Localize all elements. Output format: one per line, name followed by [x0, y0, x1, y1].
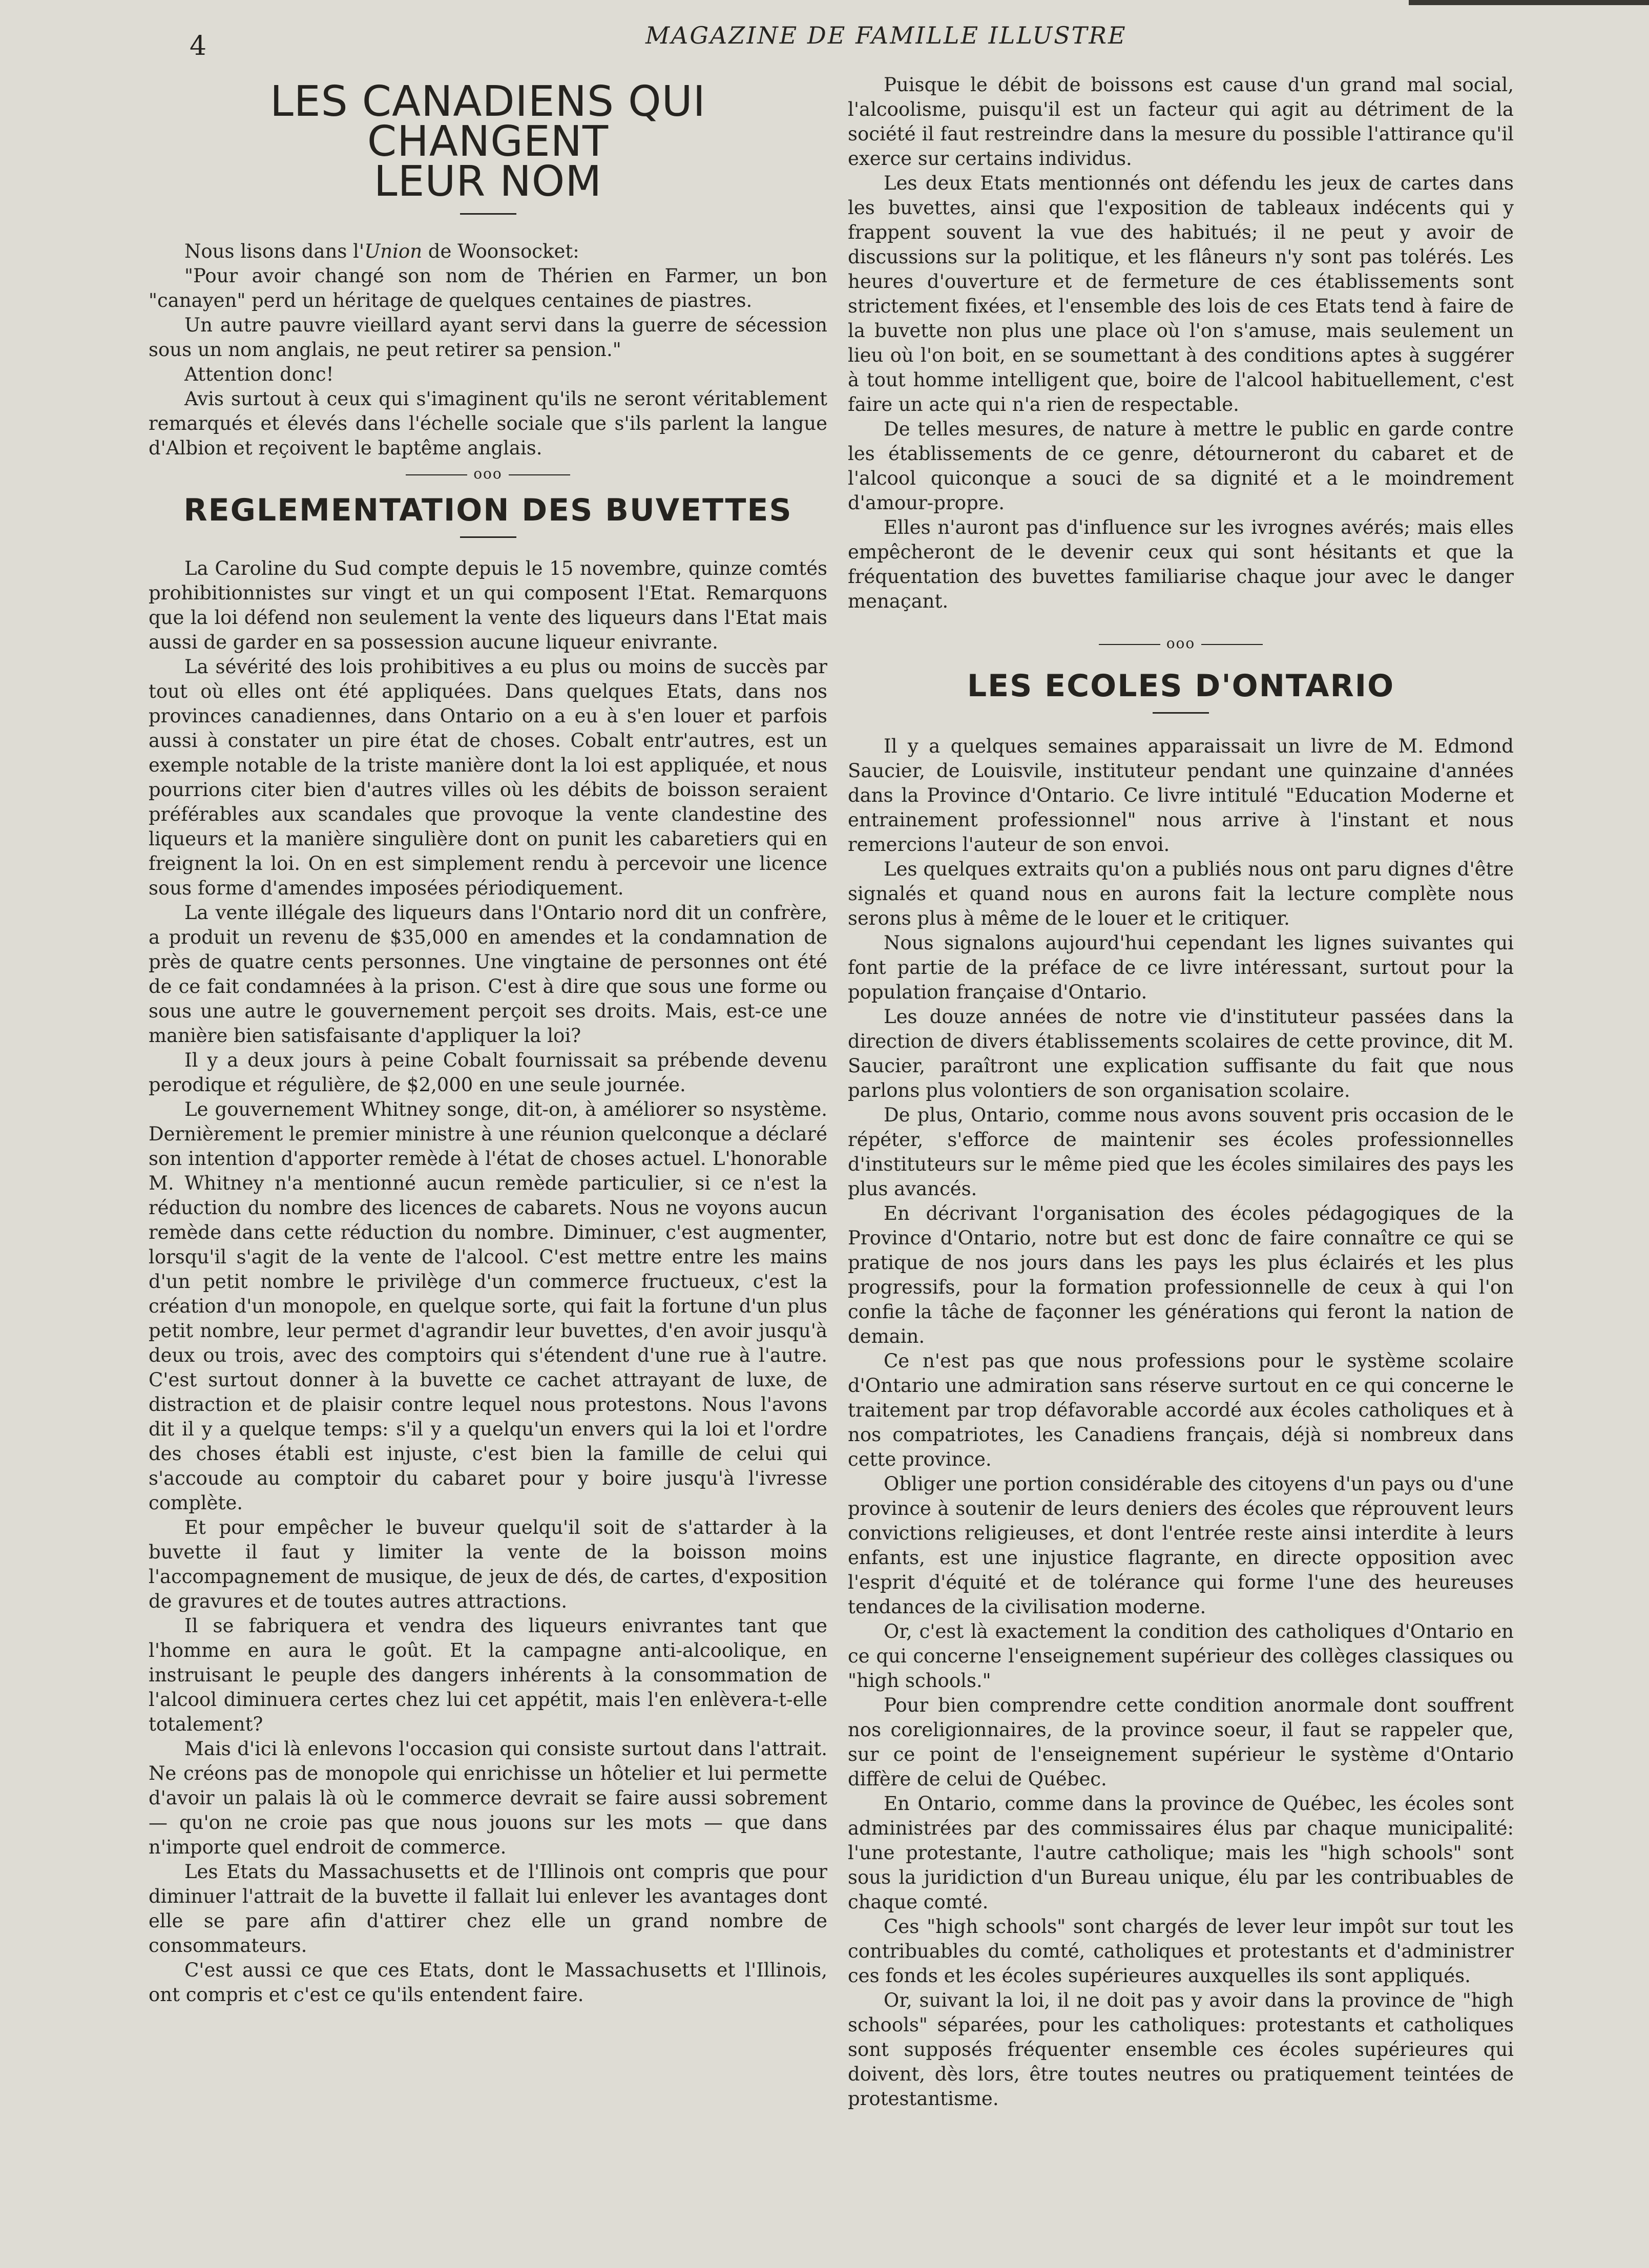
- title-line-1: LES CANADIENS QUI CHANGENT: [270, 77, 706, 166]
- article-paragraph: Les deux Etats mentionnés ont défendu les jeux de cartes dans les buvettes, ainsi que l'exposition de tableaux indécents qui y frappent souvent la vue des habitués; il ne peut y avoir de discussions sur la politique, et les flâneurs n'y sont pas tolérés. Les heures d'ouverture et de fermeture de ces établissements sont strictement fixées, et l'ensemble des lois de ces Etats tend à faire de la buvette non plus une place où l'on s'amuse, mais seulement un lieu où l'on boit, en se soumettant à des conditions aptes à suggérer à tout homme intelligent que, boire de l'alcool habituellement, c'est faire un acte qui n'a rien de respectable.: [848, 172, 1514, 415]
- article-paragraph: De plus, Ontario, comme nous avons souvent pris occasion de le répéter, s'efforce de maintenir ses écoles professionnelles d'instituteurs sur le même pied que les écoles similaires des pays les plus avancés.: [848, 1104, 1514, 1200]
- article-paragraph: Obliger une portion considérable des citoyens d'un pays ou d'une province à soutenir de leurs deniers des écoles que réprouvent leurs convictions religieuses, et dont l'entrée reste ainsi interdite à leurs enfants, est une injustice flagrante, en directe opposition avec l'esprit d'équité et de tolérance qui forme l'une des heureuses tendances de la civilisation moderne.: [848, 1473, 1514, 1618]
- article-paragraph: C'est aussi ce que ces Etats, dont le Massachusetts et l'Illinois, ont compris et c'est ce qu'ils entendent faire.: [149, 1959, 827, 2006]
- right-column: [848, 73, 1514, 2111]
- article-paragraph: Ces "high schools" sont chargés de lever leur impôt sur tout les contribuables du comté, catholiques et protestants et d'administrer ces fonds et les écoles supérieures auxquelles ils sont appliqués.: [848, 1916, 1514, 1987]
- article-paragraph: Ce n'est pas que nous professions pour le système scolaire d'Ontario une admiration sans réserve surtout en ce qui concerne le traitement par trop défavorable accordé aux écoles catholiques et à nos compatriotes, les Canadiens français, déjà si nombreux dans cette province.: [848, 1350, 1514, 1470]
- article-paragraph: Il y a quelques semaines apparaissait un livre de M. Edmond Saucier, de Louisvile, instituteur pendant une quinzaine d'années dans la Province d'Ontario. Ce livre intitulé "Education Moderne et entrainement professionnel" nous arrive à l'instant et nous remercions l'auteur de son envoi.: [848, 735, 1514, 856]
- left-column: [149, 72, 827, 2007]
- separator-text: ooo: [473, 465, 503, 482]
- article-paragraph: De telles mesures, de nature à mettre le public en garde contre les établissements de ce genre, détourneront du cabaret et de l'alcool quiconque a souci de sa dignité et a le moindrement d'amour-propre.: [848, 418, 1514, 514]
- article-paragraph: Mais d'ici là enlevons l'occasion qui consiste surtout dans l'attrait. Ne créons pas de monopole qui enrichisse un hôtelier et lui permette d'avoir un palais là où le commerce devrait se faire aussi sobrement — qu'on ne croie pas que nous jouons sur les mots — que dans n'importe quel endroit de commerce.: [149, 1738, 827, 1858]
- article-paragraph: Un autre pauvre vieillard ayant servi dans la guerre de sécession sous un nom anglais, ne peut retirer sa pension.": [149, 314, 827, 361]
- article-paragraph: Et pour empêcher le buveur quelqu'il soit de s'attarder à la buvette il faut y limiter la vente de la boisson moins l'accompagnement de musique, de jeux de dés, de cartes, d'exposition de gravures et de toutes autres attractions.: [149, 1516, 827, 1612]
- article-paragraph: La vente illégale des liqueurs dans l'Ontario nord dit un confrère, a produit un revenu de $35,000 en amendes et la condamnation de près de quatre cents personnes. Une vingtaine de personnes ont été de ce fait condamnées à la prison. C'est à dire que sous une forme ou sous une autre le gouvernement perçoit ses droits. Mais, est-ce une manière bien satisfaisante d'appliquer la loi?: [149, 902, 827, 1047]
- scan-edge: [1409, 0, 1649, 5]
- article-paragraph: Puisque le débit de boissons est cause d'un grand mal social, l'alcoolisme, puisqu'il est un facteur qui agit au détriment de la société il faut restreindre dans la mesure du possible l'attirance qu'il exerce sur certains individus.: [848, 74, 1514, 170]
- article-paragraph: Attention donc!: [184, 363, 334, 385]
- text-span: de Woonsocket:: [422, 240, 579, 262]
- article-paragraph: Or, c'est là exactement la condition des catholiques d'Ontario en ce qui concerne l'enseignement supérieur des collèges classiques ou "high schools.": [848, 1620, 1514, 1692]
- article-paragraph: Il se fabriquera et vendra des liqueurs enivrantes tant que l'homme en aura le goût. Et la campagne anti-alcoolique, en instruisant le peuple des dangers inhérents à la consommation de l'alcool diminuera certes chez lui cet appétit, mais l'en enlèvera-t-elle totalement?: [149, 1615, 827, 1735]
- page-number: 4: [190, 31, 207, 61]
- article-paragraph: Nous signalons aujourd'hui cependant les lignes suivantes qui font partie de la préface de ce livre intéressant, surtout pour la population française d'Ontario.: [848, 932, 1514, 1003]
- article-paragraph: En décrivant l'organisation des écoles pédagogiques de la Province d'Ontario, notre but est donc de faire connaître ce qui se pratique de nos jours dans les pays les plus éclairés et les plus progressifs, pour la formation professionnelle de ceux à qui l'on confie la tâche de façonner les générations qui feront la nation de demain.: [848, 1202, 1514, 1347]
- article-paragraph: [149, 239, 827, 264]
- article-paragraph: Or, suivant la loi, il ne doit pas y avoir dans la province de "high schools" séparées, pour les catholiques: protestants et catholiques sont supposés fréquenter ensemble ces écoles supérieures qui doivent, dès lors, être toutes neutres ou pratiquement teintées de protestantisme.: [848, 1989, 1514, 2110]
- article-paragraph: Le gouvernement Whitney songe, dit-on, à améliorer so nsystème. Dernièrement le premier ministre à une réunion quelconque a déclaré son intention d'apporter remède à l'état de choses actuel. L'honorable M. Whitney n'a mentionné aucun remède particulier, si ce n'est la réduction du nombre des licences de cabarets. Nous ne voyons aucun remède dans cette réduction du nombre. Diminuer, c'est augmenter, lorsqu'il s'agit de la vente de l'alcool. C'est mettre entre les mains d'un petit nombre le privilège d'un commerce fructueux, c'est la création d'un monopole, en quelque sorte, qui fait la fortune d'un plus petit nombre, leur permet d'agrandir leur buvettes, d'en avoir jusqu'à deux ou trois, avec des comptoirs qui s'étendent d'une rue à l'autre. C'est surtout donner à la buvette ce cachet attrayant de luxe, de distraction et de plaisir contre lequel nous protestons. Nous l'avons dit il y a quelque temps: s'il y a quelqu'un envers qui la loi et l'ordre des choses établi est injuste, c'est bien la famille de celui qui s'accoude au comptoir du cabaret pour y boire jusqu'à l'ivresse complète.: [149, 1098, 827, 1514]
- article-paragraph: Avis surtout à ceux qui s'imaginent qu'ils ne seront véritablement remarqués et élevés dans l'échelle sociale que s'ils parlent la langue d'Albion et reçoivent le baptême anglais.: [149, 388, 827, 459]
- article-title-ecoles: LES ECOLES D'ONTARIO: [967, 668, 1395, 704]
- title-rule: [1153, 712, 1209, 714]
- separator-text: ooo: [1166, 635, 1196, 652]
- article-title-canadiens: [149, 77, 827, 206]
- article-title-buvettes: REGLEMENTATION DES BUVETTES: [183, 492, 792, 528]
- article-paragraph: En Ontario, comme dans la province de Québec, les écoles sont administrées par des commissaires élus par chaque municipalité: l'une protestante, l'autre catholique; mais les "high schools" sont sous la juridiction d'un Bureau unique, élu par les contribuables de chaque comté.: [848, 1793, 1514, 1913]
- article-paragraph: La sévérité des lois prohibitives a eu plus ou moins de succès par tout où elles ont été appliquées. Dans quelques Etats, dans nos provinces canadiennes, dans Ontario on a eu à s'en louer et parfois aussi à constater un pire état de choses. Cobalt entr'autres, est un exemple notable de la triste manière dont la loi est appliquée, et nous pourrions citer bien d'autres villes où les débits de boisson seraient préférables aux scandales que provoque la vente clandestine des liqueurs et la manière singulière dont on punit les cabaretiers qui en freignent la loi. On en est simplement rendu à percevoir une licence sous forme d'amendes imposées périodiquement.: [149, 656, 827, 899]
- article-paragraph: La Caroline du Sud compte depuis le 15 novembre, quinze comtés prohibitionnistes sur vingt et un qui composent l'Etat. Remarquons que la loi défend non seulement la vente des liqueurs dans l'Etat mais aussi de garder en sa possession aucune liqueur enivrante.: [149, 557, 827, 653]
- source-name: Union: [364, 240, 423, 262]
- title-rule: [460, 536, 516, 538]
- separator: [149, 465, 827, 483]
- article-paragraph: Pour bien comprendre cette condition anormale dont souffrent nos coreligionnaires, de la province soeur, il faut se rappeler que, sur ce point de l'enseignement supérieur le système d'Ontario diffère de celui de Québec.: [848, 1694, 1514, 1790]
- running-head: MAGAZINE DE FAMILLE ILLUSTRE: [645, 22, 1127, 49]
- separator: [848, 634, 1514, 653]
- article-paragraph: Les Etats du Massachusetts et de l'Illinois ont compris que pour diminuer l'attrait de la buvette il fallait lui enlever les avantages dont elle se pare afin d'attirer chez elle un grand nombre de consommateurs.: [149, 1861, 827, 1957]
- title-rule: [460, 213, 516, 215]
- text-span: Nous lisons dans l': [184, 240, 365, 262]
- article-paragraph: Elles n'auront pas d'influence sur les ivrognes avérés; mais elles empêcheront de le devenir ceux qui sont hésitants et que la fréquentation des buvettes familiarise chaque jour avec le danger menaçant.: [848, 516, 1514, 612]
- article-paragraph: Les douze années de notre vie d'instituteur passées dans la direction de divers établissements scolaires de cette province, dit M. Saucier, paraîtront une explication suffisante du fait que nous parlons plus volontiers de son organisation scolaire.: [848, 1006, 1514, 1101]
- article-paragraph: "Pour avoir changé son nom de Thérien en Farmer, un bon "canayen" perd un héritage de quelques centaines de piastres.: [149, 265, 827, 311]
- title-line-2: LEUR NOM: [373, 157, 602, 206]
- article-paragraph: Les quelques extraits qu'on a publiés nous ont paru dignes d'être signalés et quand nous en aurons fait la lecture complète nous serons plus à même de le louer et le critiquer.: [848, 858, 1514, 929]
- article-paragraph: Il y a deux jours à peine Cobalt fournissait sa prébende devenu perodique et régulière, de $2,000 en une seule journée.: [149, 1049, 827, 1096]
